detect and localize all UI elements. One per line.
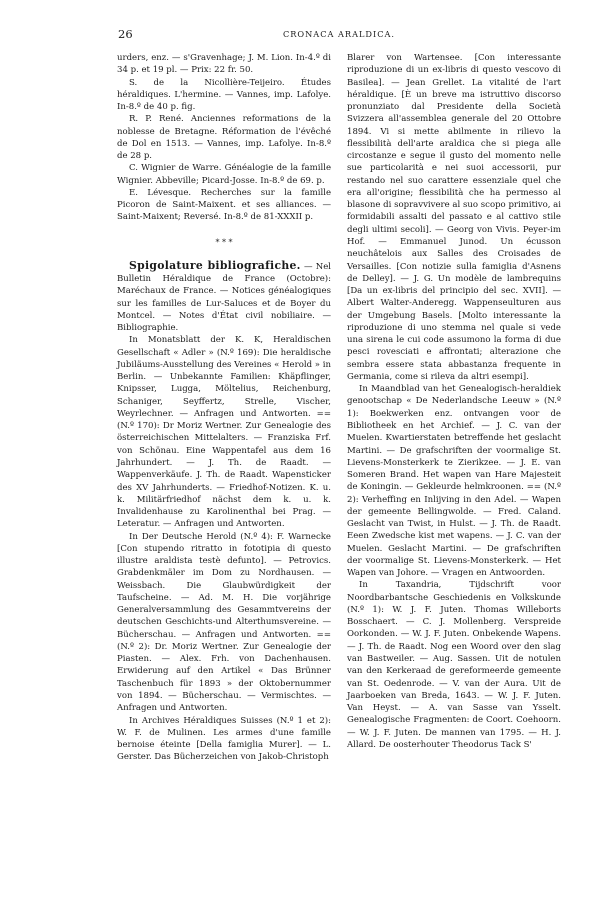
section-intro-text: — Nel Bulletin Héraldique de France (Octobre): Maréchaux de France. — Notices généalogiques sur les familles de Lur-Saluces et de Boyer du Montcel. — Notes d'État civil nobiliaire. — Bibliographie.: [117, 261, 331, 334]
bibliography-entry: E. Lévesque. Recherches sur la famille Picoron de Saint-Maixent. et ses alliances. — Saint-Maixent; Reversé. In-8.º de 81-XXXII p.: [117, 187, 331, 223]
left-column: [117, 52, 331, 764]
bibliography-entry: C. Wignier de Warre. Généalogie de la famille Wignier. Abbeville; Picard-Josse. In-8.º de 69. p.: [117, 163, 331, 186]
running-title: CRONACA ARALDICA.: [283, 29, 396, 39]
bibliography-continuation: urders, enz. — s'Gravenhage; J. M. Lion. In-4.º di 34 p. et 19 pl. — Prix: 22 fr. 50.: [117, 53, 331, 76]
journal-summary: In Archives Héraldiques Suisses (N.º 1 et 2): W. F. de Mulinen. Les armes d'une famille bernoise éteinte [Della famiglia Murer]. — L. Gerster. Das Bücherzeichen von Jakob-Christoph: [117, 715, 331, 763]
bibliography-entry: R. P. René. Anciennes reformations de la noblesse de Bretagne. Réformation de l'évêché de Dol en 1513. — Vannes, imp. Lafolye. In-8.º de 28 p.: [117, 114, 331, 162]
journal-summary: In Taxandria, Tijdschrift voor Noordbarbantsche Geschiedenis en Volkskunde (N.º 1): W. J. F. Juten. Thomas Willeborts Bosschaert. — C. J. Mollenberg. Verspreide Oorkonden. — W. J. F. Juten. Onbekende Wapens. — J. Th. de Raadt. Nog een Woord over den slag van Bastweiler. — Aug. Sassen. Uit de notulen van den Kerkeraad de gereformeerde gemeente van St. Oedenrode. — V. van der Aura. Uit de Jaarboeken van Breda, 1643. — W. J. F. Juten. Van Heyst. — A. van Sasse van Ysselt. Genealogische Fragmenten: de Coort. Coehoorn. — W. J. F. Juten. De mannen van 1795. — H. J. Allard. De oosterhouter Theodorus Tack S': [347, 580, 561, 750]
journal-summary: Blarer von Wartensee. [Con interessante riproduzione di un ex-libris di questo vescovo di Basilea]. — Jean Grellet. La vitalité de l'art héraldique. [È un breve ma istruttivo discorso pronunziato dal Presidente della Società Svizzera all'assemblea generale del 20 Ottobre 1894. Vi si mette abilmente in rilievo la flessibilità dell'arte araldica che si piega alle circostanze e segue il gusto del momento nelle sue particolarità e nei suoi accessorii, pur restando nel suo carattere essenziale quel che era all'origine; flessibilità che ha permesso al blasone di sopravvivere al suo scopo primitivo, ai formidabili assalti del passato e al cattivo stile degli ultimi secoli]. — Georg von Vivis. Peyer-im Hof. — Emmanuel Junod. Un écusson neuchâtelois aux Salles des Croisades de Versailles. [Con notizie sulla famiglia d'Asnens de Delley]. — J. G. Un modèle de lambrequins [Da un ex-libris del principio del sec. XVII]. — Albert Walter-Anderegg. Wappenseulturen aus der Umgebung Basels. [Molto interessante la riproduzione di uno stemma nel quale si vede una sirena le cui code assumono la forma di due pesci rovesciati e affrontati; alterazione che sembra essere stata abbastanza frequente in Germania, come si rileva da altri esempi].: [347, 53, 561, 382]
page-number: 26: [118, 27, 133, 41]
journal-summary: In Maandblad van het Genealogisch-heraldiek genootschap « De Nederlandsche Leeuw » (N.º 1): Boekwerken enz. ontvangen voor de Bibliotheek en het Archief. — J. C. van der Muelen. Kwartierstaten betreffende het geslacht Martini. — De grafschriften der voormalige St. Lievens-Monsterkerk te Zierikzee. — J. E. van Someren Brand. Het wapen van Hare Majesteit de Koningin. — Gekleurde helmkroonen. == (N.º 2): Verheffing en Inlijving in den Adel. — Wapen der gemeente Bellingwolde. — Fred. Caland. Geslacht van Twist, in Hulst. — J. Th. de Raadt. Eeen Zwedsche kist met wapens. — J. C. van der Muelen. Geslacht Martini. — De grafschriften der voormalige St. Lievens-Monsterkerk. — Het Wapen van Johore. — Vragen en Antwoorden.: [347, 384, 561, 579]
journal-summary: In Monatsblatt der K. K, Heraldischen Gesellschaft « Adler » (N.º 169): Die heraldische Jubiläums-Ausstellung des Vereines « Herold » in Berlin. — Unbekannte Familien: Khäpflinger, Knipsser, Lugga, Möltelius, Reichenburg, Schaniger, Seyffertz, Strelle, Vischer, Weyrlechner. — Anfragen und Antworten. == (N.º 170): Dr Moriz Wertner. Zur Genealogie des österreichischen Mittelalters. — Franziska Frf. von Schönau. Eine Wappentafel aus dem 16 Jahrhundert. — J. Th. de Raadt. — Wappenverkäufe. J. Th. de Raadt. Wapensticker des XV Jahrhunderts. — Friedhof-Notizen. K. u. k. Militärfriedhof nächst dem k. u. k. Invalidenhause zu Karolinenthal bei Prag. — Leteratur. — Anfragen und Antworten.: [117, 335, 331, 530]
bibliography-entry: S. de la Nicollière-Teijeiro. Études héraldiques. L'hermine. — Vannes, imp. Lafolye. In-8.º de 40 p. fig.: [117, 77, 331, 113]
section-title: Spigolature bibliografiche.: [129, 258, 301, 272]
right-column: [347, 52, 561, 751]
section-intro-paragraph: [117, 260, 331, 335]
journal-summary: In Der Deutsche Herold (N.º 4): F. Warnecke [Con stupendo ritratto in fototipia di questo illustre araldista testè defunto]. — Petrovics. Grabdenkmäler im Dom zu Nordhausen. — Weissbach. Die Glaubwürdigkeit der Taufscheine. — Ad. M. H. Die vorjährige Generalversammlung des Gesammtvereins der deutschen Geschichts-und Alterthumsvereine. — Bücherschau. — Anfragen und Antworten. == (N.º 2): Dr. Moriz Wertner. Zur Genealogie der Piasten. — Alex. Frh. von Dachenhausen. Erwiderung auf den Artikel « Das Brünner Taschenbuch für 1893 » der Oktobernummer von 1894. — Bücherschau. — Vermischtes. — Anfragen und Antworten.: [117, 531, 331, 714]
section-separator: * * *: [215, 237, 233, 247]
